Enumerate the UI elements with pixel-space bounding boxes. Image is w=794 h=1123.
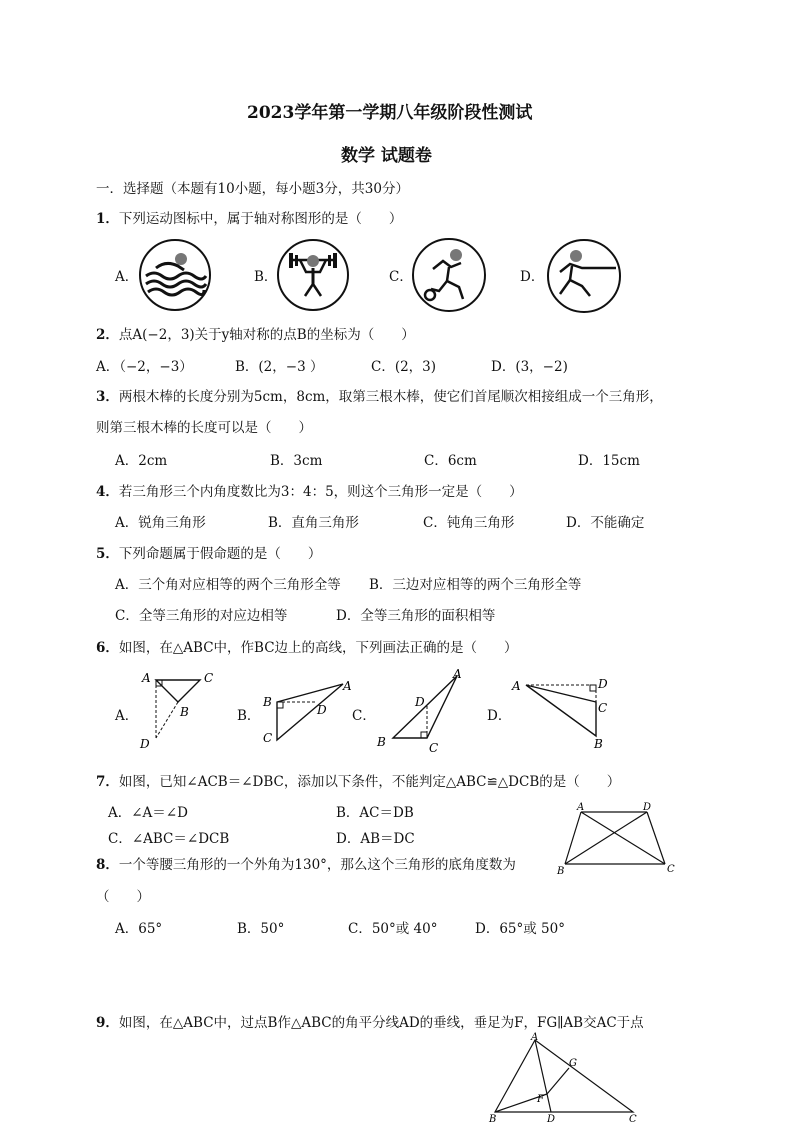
question-number: 9． — [96, 1015, 119, 1031]
question-1 — [96, 207, 402, 227]
q7-option-c: C．∠ABC＝∠DCB — [108, 831, 230, 847]
q5-option-a: A．三个角对应相等的两个三角形全等 — [115, 577, 341, 593]
q6-figure-b — [257, 676, 357, 748]
q5-option-d: D．全等三角形的面积相等 — [336, 608, 496, 624]
label-b: B — [489, 1114, 497, 1123]
label-b: B — [594, 737, 603, 751]
question-text: 两根木棒的长度分别为5cm，8cm，取第三根木棒，使它们首尾顺次相接组成一个三角形， — [118, 389, 663, 405]
question-number: 5． — [96, 546, 119, 562]
weightlifting-icon — [276, 238, 350, 312]
q4-option-d: D．不能确定 — [566, 515, 645, 531]
q2-option-a: A．（−2，−3） — [96, 359, 193, 375]
question-5 — [96, 542, 321, 562]
football-icon — [411, 237, 487, 313]
q6-option-a: A． — [115, 708, 139, 724]
q9-figure — [485, 1032, 645, 1123]
question-text: 一个等腰三角形的一个外角为130°，那么这个三角形的底角度数为 — [118, 857, 516, 873]
q1-option-a: A． — [115, 269, 139, 285]
q6-figure-c — [373, 666, 469, 756]
q8-option-d: D．65°或 50° — [475, 921, 565, 937]
label-a: A — [453, 667, 462, 681]
q5-option-b: B．三边对应相等的两个三角形全等 — [369, 577, 582, 593]
question-number: 2． — [96, 327, 119, 343]
question-number: 4． — [96, 484, 119, 500]
label-c: C — [263, 731, 273, 745]
q6-option-d: D． — [487, 708, 512, 724]
label-d: D — [140, 737, 150, 751]
swimming-icon — [138, 238, 212, 312]
question-number: 7． — [96, 774, 119, 790]
question-number: 1． — [96, 211, 119, 227]
label-f: F — [537, 1094, 544, 1105]
question-text: 如图，在△ABC中，作BC边上的高线，下列画法正确的是（ ） — [118, 640, 518, 656]
question-4 — [96, 480, 523, 500]
label-c: C — [629, 1114, 637, 1123]
label-g: G — [569, 1058, 577, 1069]
q2-option-d: D．(3，−2) — [491, 359, 568, 375]
question-3-line2: 则第三根木棒的长度可以是（ ） — [96, 420, 312, 436]
q5-option-c: C．全等三角形的对应边相等 — [115, 608, 288, 624]
question-6 — [96, 636, 518, 656]
q3-option-c: C．6cm — [424, 453, 477, 469]
label-d: D — [415, 695, 425, 709]
q8-option-a: A．65° — [115, 921, 163, 937]
label-a: A — [531, 1032, 539, 1043]
label-d: D — [598, 677, 608, 691]
question-text: 点A(−2，3)关于y轴对称的点B的坐标为（ ） — [118, 327, 415, 343]
q6-figure-a — [136, 668, 220, 754]
label-c: C — [598, 701, 608, 715]
q1-option-d: D． — [520, 269, 545, 285]
fencing-icon — [546, 238, 622, 314]
label-b: B — [180, 705, 189, 719]
label-a: A — [512, 679, 521, 693]
question-9 — [96, 1011, 644, 1031]
q2-option-b: B．(2，−3 ） — [235, 359, 324, 375]
q7-figure — [555, 800, 685, 880]
q3-option-d: D．15cm — [578, 453, 640, 469]
label-d: D — [547, 1114, 556, 1123]
q1-option-b: B． — [254, 269, 278, 285]
label-c: C — [667, 864, 675, 875]
question-8 — [96, 853, 516, 873]
question-text: 下列命题属于假命题的是（ ） — [118, 546, 322, 562]
q8-option-c: C．50°或 40° — [348, 921, 438, 937]
question-7 — [96, 770, 620, 790]
question-text: 下列运动图标中，属于轴对称图形的是（ ） — [118, 211, 403, 227]
question-number: 6． — [96, 640, 119, 656]
q7-option-d: D．AB＝DC — [336, 831, 415, 847]
label-a: A — [577, 802, 585, 813]
label-c: C — [204, 671, 214, 685]
q4-option-a: A．锐角三角形 — [115, 515, 206, 531]
q4-option-c: C．钝角三角形 — [423, 515, 515, 531]
section-heading: 一．选择题（本题有10小题，每小题3分，共30分） — [96, 181, 409, 197]
label-d: D — [317, 703, 327, 717]
question-text: 若三角形三个内角度数比为3：4：5，则这个三角形一定是（ ） — [118, 484, 523, 500]
question-number: 3． — [96, 389, 119, 405]
question-text: 如图，在△ABC中，过点B作△ABC的角平分线AD的垂线，垂足为F，FG∥AB交AC于点 — [118, 1015, 644, 1031]
label-d: D — [643, 802, 652, 813]
q3-option-b: B．3cm — [270, 453, 323, 469]
q6-option-b: B． — [237, 708, 261, 724]
q7-option-a: A．∠A＝∠D — [108, 805, 188, 821]
q8-option-b: B．50° — [237, 921, 285, 937]
q4-option-b: B．直角三角形 — [268, 515, 359, 531]
q6-figure-d — [508, 672, 618, 752]
question-2 — [96, 323, 415, 343]
question-text: 如图，已知∠ACB＝∠DBC，添加以下条件，不能判定△ABC≌△DCB的是（ ） — [118, 774, 621, 790]
label-c: C — [429, 741, 439, 755]
q2-option-c: C．(2，3) — [371, 359, 437, 375]
label-a: A — [142, 671, 151, 685]
question-number: 8． — [96, 857, 119, 873]
question-8-line2: （ ） — [96, 889, 150, 905]
q1-option-c: C． — [389, 269, 413, 285]
question-3 — [96, 385, 663, 405]
q6-option-c: C． — [352, 708, 376, 724]
label-b: B — [263, 695, 272, 709]
q3-option-a: A．2cm — [115, 453, 168, 469]
label-b: B — [377, 735, 386, 749]
q7-option-b: B．AC＝DB — [336, 805, 414, 821]
label-b: B — [557, 866, 565, 877]
page-title: 2023学年第一学期八年级阶段性测试 — [247, 103, 533, 123]
label-a: A — [343, 679, 352, 693]
page-subtitle: 数学 试题卷 — [341, 146, 432, 166]
